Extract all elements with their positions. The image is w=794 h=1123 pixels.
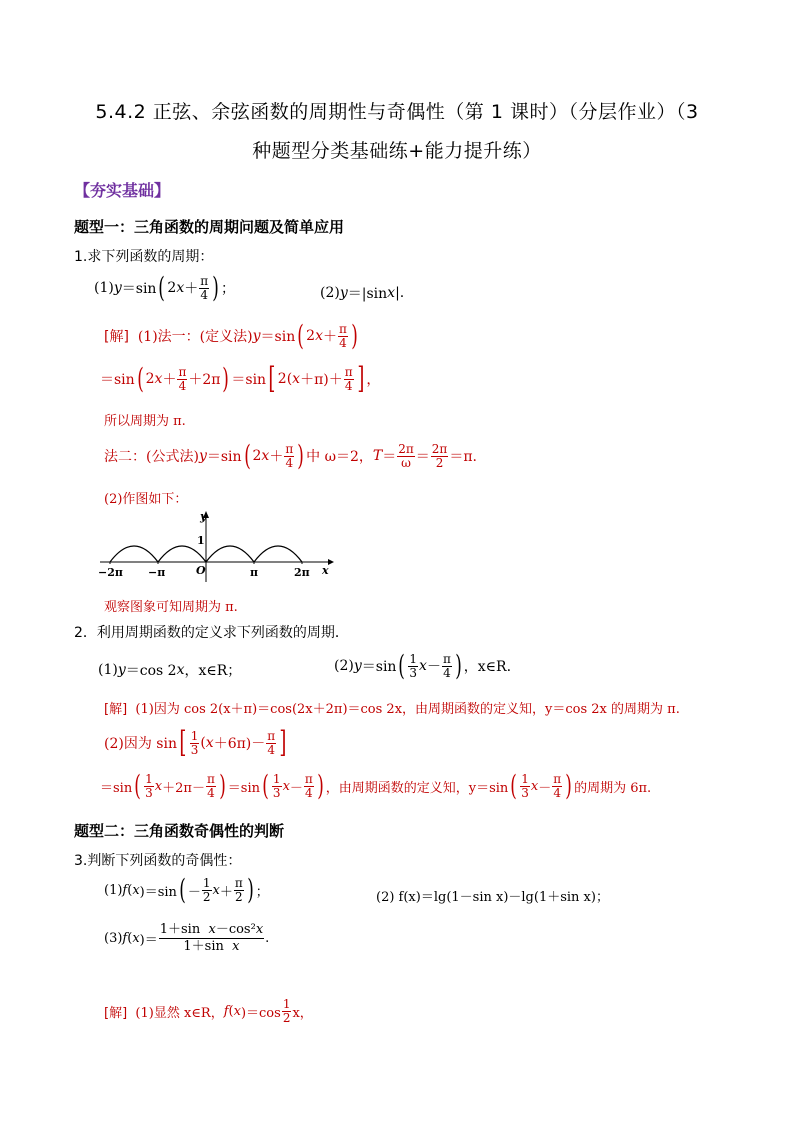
x-label: x: [322, 564, 329, 577]
pi-label: π: [250, 566, 259, 579]
q2-item-1: (1) y ＝cos 2 x ，x∈R；: [98, 662, 242, 679]
solution-2-line-3: ＝sin ( $\frac{1}{3}$ x ＋2π－ $\frac{\pi}{4}$ ) ＝sin ( $\frac{1}{3}$ x － $\frac{\pi}{4}$ ) ，由周期函数的定义知，y＝sin ( $\frac{1}{3}$ x － $\frac{\pi}{4}$ ) 的周期为 6π.: [100, 769, 652, 802]
q3-item-3: (3) f ( x )＝ $\frac{\text{1＋sin x－cos²x}}{\text{1＋sin x}}$ .: [104, 922, 270, 954]
y-label: y: [200, 510, 207, 523]
q2-item-2: (2) y ＝sin ( $\frac{1}{3}$ x － $\frac{\pi}{4}$ ) ，x∈R.: [334, 649, 512, 682]
q2-item-2-tail: ，x∈R.: [463, 659, 512, 675]
solution-2-end: 的周期为 6π.: [574, 780, 652, 796]
q1-item-1: (1) y ＝sin ( 2 x ＋ $\frac{\pi}{4}$ ) ；: [94, 271, 236, 304]
question-3: 3.判断下列函数的奇偶性：: [74, 853, 242, 869]
m2pi-label: −2π: [98, 566, 123, 579]
question-1: 1.求下列函数的周期：: [74, 249, 214, 265]
x-axis-arrow: [328, 559, 334, 565]
solution-2-start: (2)因为 sin: [104, 736, 177, 752]
solution-1-conclusion: 所以周期为 π.: [104, 414, 186, 429]
title-line-2: 种题型分类基础练+能力提升练）: [252, 140, 542, 162]
solution-2-line-2: (2)因为 sin [ $\frac{1}{3}$ ( x ＋6π)－ $\frac{\pi}{4}$ ]: [104, 725, 287, 760]
one-label: 1: [197, 534, 205, 547]
solution-1-line-2: ＝sin ( 2 x ＋ $\frac{\pi}{4}$ ＋2π ) ＝sin [ 2( x ＋π)＋ $\frac{\pi}{4}$ ] ，: [100, 361, 381, 396]
method-1-label: (1)法一：(定义法): [137, 329, 253, 345]
solution-1-method-2: 法二：(公式法) y ＝sin ( 2 x ＋ $\frac{\pi}{4}$ ) 中 ω＝2， T ＝ $\frac{2\pi}{\omega}$ ＝ $\frac{2\pi}{2}$ ＝π.: [104, 439, 477, 472]
q3-item-1: (1) f ( x )＝sin ( － $\frac{1}{2}$ x ＋ $\frac{\pi}{2}$ ) ；: [104, 873, 269, 906]
solution-2-tag: [解]: [104, 702, 128, 717]
method-2-label: 法二：(公式法): [104, 449, 199, 465]
solution-1-line-1: [解] (1)法一：(定义法) y ＝sin ( 2 x ＋ $\frac{\pi}{4}$ ): [104, 319, 358, 352]
title-line-1: 5.4.2 正弦、余弦函数的周期性与奇偶性（第 1 课时）（分层作业）（3: [95, 101, 699, 123]
mpi-label: −π: [148, 566, 166, 579]
solution-3-tag: [解]: [104, 1006, 128, 1021]
method-2-mid: 中 ω＝2，: [306, 449, 373, 465]
question-2: 2．利用周期函数的定义求下列函数的周期．: [74, 625, 349, 641]
q1-item-2: (2) y ＝|sin x |.: [320, 285, 405, 302]
solution-3-tail: x，: [292, 1006, 313, 1021]
heading-type-1: 题型一：三角函数的周期问题及简单应用: [74, 218, 345, 236]
solution-2-line-1: [104, 698, 680, 717]
heading-type-2: 题型二：三角函数奇偶性的判断: [74, 822, 285, 840]
q3-item-2: (2) f(x)＝lg(1－sin x)－lg(1＋sin x)；: [376, 890, 609, 905]
solution-3-start: (1)显然 x∈R，: [135, 1006, 224, 1021]
abs-sine-graph: [96, 508, 336, 586]
q2-item-1-tail: ，x∈R；: [184, 663, 242, 679]
solution-2-part-1: (1)因为 cos 2(x＋π)＝cos(2x＋2π)＝cos 2x，由周期函数的定义知，y＝cos 2x 的周期为 π.: [135, 702, 680, 717]
p2pi-label: 2π: [294, 566, 310, 579]
solution-2-mid: ，由周期函数的定义知，y＝sin: [325, 780, 509, 796]
graph-intro: (2)作图如下：: [104, 492, 188, 507]
graph-conclusion: 观察图象可知周期为 π.: [104, 600, 238, 615]
origin-label: O: [196, 564, 206, 577]
section-heading: 【夯实基础】: [74, 181, 171, 200]
solution-tag: [解]: [104, 329, 129, 345]
solution-3-line-1: [解] (1)显然 x∈R， f ( x )＝cos $\frac{1}{2}$ x，: [104, 997, 313, 1025]
